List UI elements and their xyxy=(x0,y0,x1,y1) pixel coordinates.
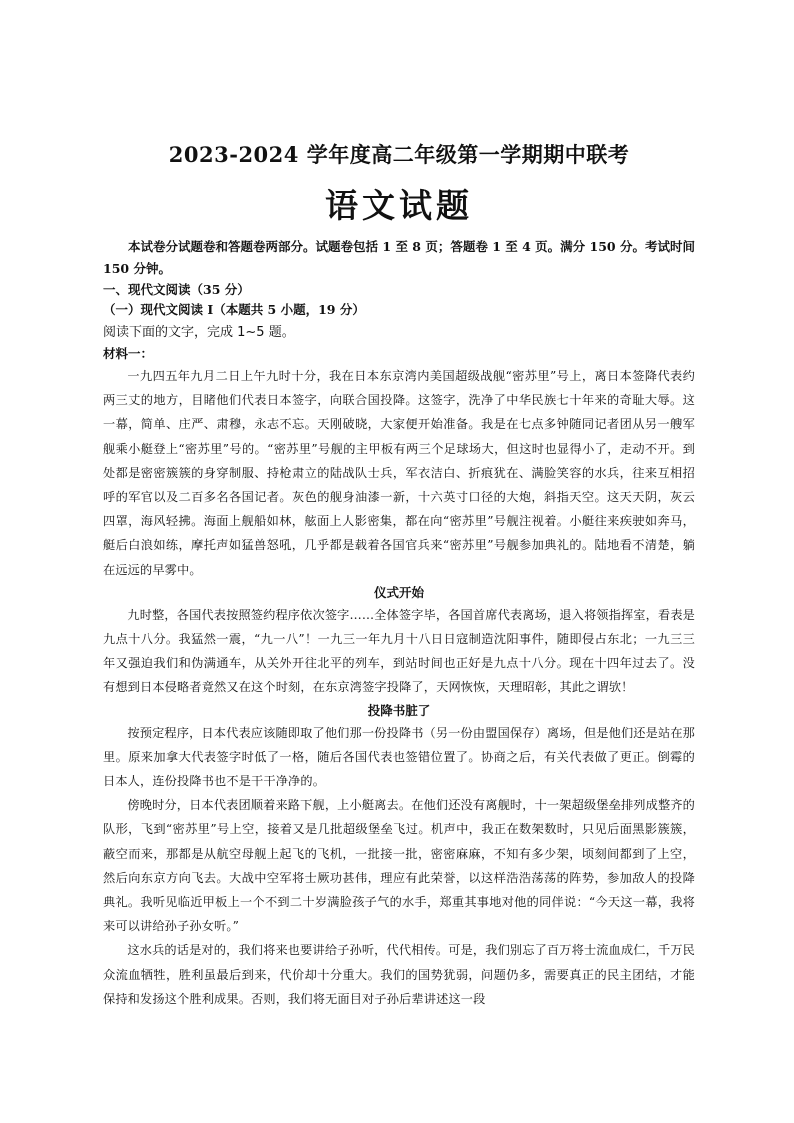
passage-paragraph-3: 按预定程序，日本代表应该随即取了他们那一份投降书（另一份由盟国保存）离场，但是他们还是站在那里。原来加拿大代表签字时低了一格，随后各国代表也签错位置了。协商之后，有关代表做了更正。倒霉的日本人，连份投降书也不是干干净净的。 xyxy=(103,725,695,789)
passage-paragraph-2: 九时整，各国代表按照签约程序依次签字……全体签字毕，各国首席代表离场，退入将领指挥室，看表是九点十八分。我猛然一震，“九一八”！一九三一年九月十八日日寇制造沈阳事件，随即侵占东北；一九三三年又强迫我们和伪满通车，从关外开往北平的列车，到站时间也正好是九点十八分。现在十四年过去了。没有想到日本侵略者竟然又在这个时刻，在东京湾签字投降了，天网恢恢，天理昭彰，其此之谓欤！ xyxy=(103,607,695,695)
exam-title: 2023-2024 学年度高二年级第一学期期中联考 xyxy=(168,142,630,167)
subsection-heading: （一）现代文阅读 I（本题共 5 小题，19 分） xyxy=(103,302,365,317)
material-label: 材料一： xyxy=(103,346,154,361)
passage-paragraph-1: 一九四五年九月二日上午九时十分，我在日本东京湾内美国超级战舰“密苏里”号上，离日本签降代表约两三丈的地方，目睹他们代表日本签字，向联合国投降。这签字，洗净了中华民族七十年来的奇耻大辱。这一幕，简单、庄严、肃穆，永志不忘。天刚破晓，大家便开始准备。我是在七点多钟随同记者团从另一艘军舰乘小艇登上“密苏里”号的。“密苏里”号舰的主甲板有两三个足球场大，但这时也显得小了，走动不开。到处都是密密簇簇的身穿制服、持枪肃立的陆战队士兵，军衣洁白、折痕犹在、满脸笑容的水兵，往来互相招呼的军官以及二百多名各国记者。灰色的舰身油漆一新，十六英寸口径的大炮，斜指天空。这天天阴，灰云四罩，海风轻拂。海面上舰船如林，舷面上人影密集，都在向“密苏里”号舰注视着。小艇往来疾驶如奔马，艇后白浪如练，摩托声如猛兽怒吼，几乎都是载着各国官兵来“密苏里”号舰参加典礼的。陆地看不清楚，躺在远远的早雾中。 xyxy=(103,369,695,577)
passage-paragraph-4: 傍晚时分，日本代表团顺着来路下舰，上小艇离去。在他们还没有离舰时，十一架超级堡垒排列成整齐的队形，飞到“密苏里”号上空，接着又是几批超级堡垒飞过。机声中，我正在数架数时，只见后面黑影簇簇，蔽空而来，那都是从航空母舰上起飞的飞机，一批接一批，密密麻麻，不知有多少架，顷刻间都到了上空，然后向东京方向飞去。大战中空军将士厥功甚伟，理应有此荣誉，以这样浩浩荡荡的阵势，参加敌人的投降典礼。我听见临近甲板上一个不到二十岁满脸孩子气的水手，郑重其事地对他的同伴说：“今天这一幕，我将来可以讲给孙子孙女听。” xyxy=(103,798,695,934)
section-heading: 一、现代文阅读（35 分） xyxy=(103,282,250,297)
reading-instruction: 阅读下面的文字，完成 1~5 题。 xyxy=(103,325,295,340)
exam-content xyxy=(103,236,695,1011)
passage-section-title-ceremony: 仪式开始 xyxy=(373,584,424,600)
subject-title: 语文试题 xyxy=(325,186,473,225)
passage-section-title-signed: 投降书脏了 xyxy=(367,702,431,718)
passage-paragraph-5: 这水兵的话是对的，我们将来也要讲给子孙听，代代相传。可是，我们别忘了百万将士流血成仁，千万民众流血牺牲，胜利虽最后到来，代价却十分重大。我们的国势犹弱，问题仍多，需要真正的民主团结，才能保持和发扬这个胜利成果。否则，我们将无面目对子孙后辈讲述这一段 xyxy=(103,943,695,1006)
exam-notice: 本试卷分试题卷和答题卷两部分。试题卷包括 1 至 8 页；答题卷 1 至 4 页。满分 150 分。考试时间 150 分钟。 xyxy=(103,239,695,276)
